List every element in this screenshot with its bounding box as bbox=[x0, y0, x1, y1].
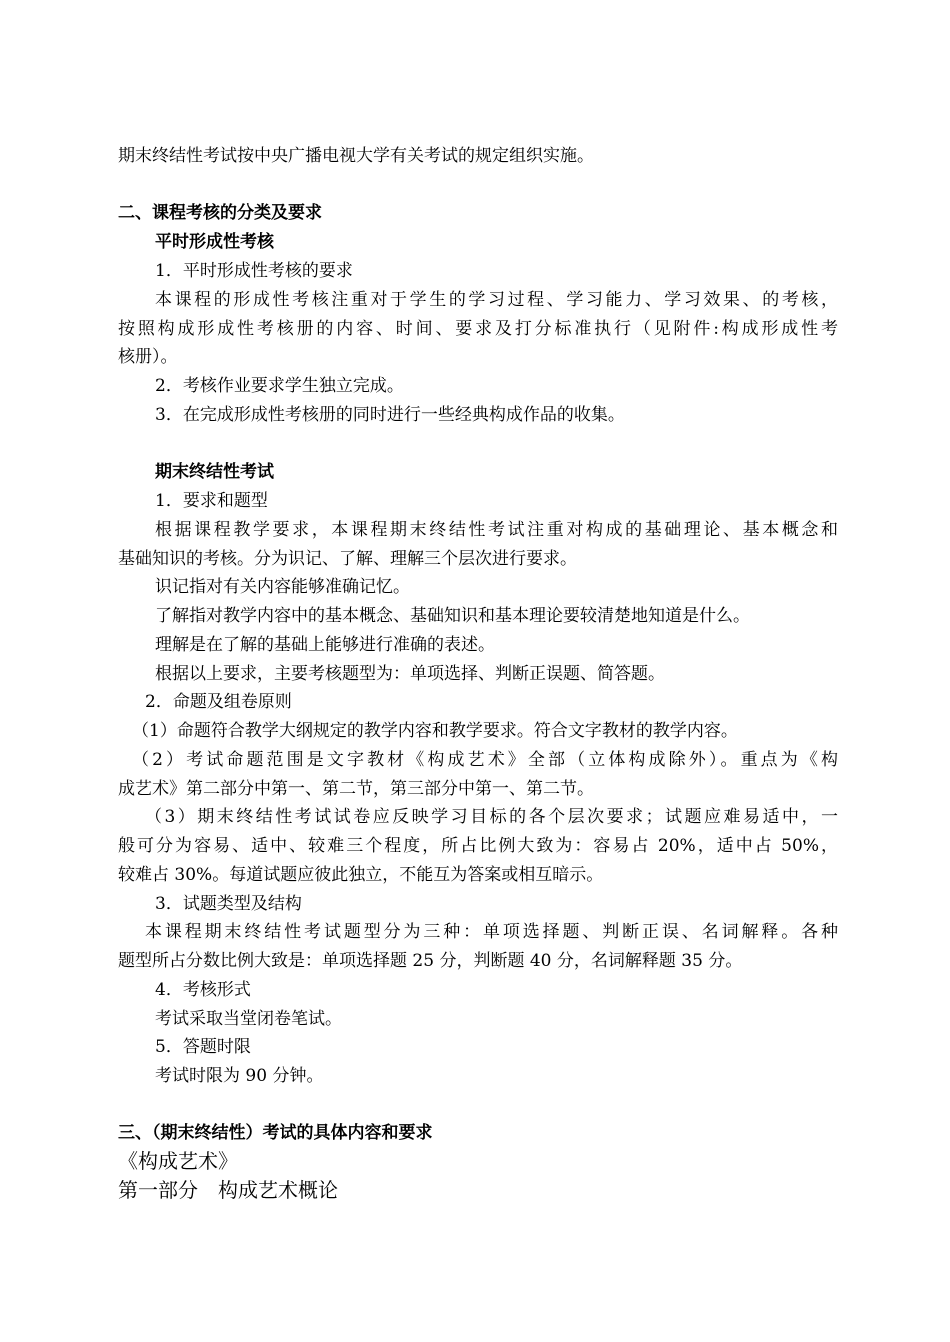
paragraph-line: 较难占 30%。每道试题应彼此独立，不能互为答案或相互暗示。 bbox=[118, 865, 604, 885]
paragraph-line: （2）考试命题范围是文字教材《构成艺术》全部（立体构成除外）。重点为《构 bbox=[132, 750, 838, 770]
paragraph-line: 成艺术》第二部分中第一、第二节，第三部分中第一、第二节。 bbox=[118, 779, 594, 799]
paragraph-line: 核册）。 bbox=[118, 347, 178, 367]
section-heading-2: 二、课程考核的分类及要求 bbox=[118, 203, 322, 223]
paragraph-line: 理解是在了解的基础上能够进行准确的表述。 bbox=[155, 635, 495, 655]
paragraph-line: 考试时限为 90 分钟。 bbox=[155, 1066, 324, 1086]
part-one-heading: 第一部分 构成艺术概论 bbox=[118, 1178, 338, 1202]
subheading-formative: 平时形成性考核 bbox=[155, 232, 274, 252]
item-time-limit: 5．答题时限 bbox=[155, 1037, 251, 1057]
paragraph-line: 基础知识的考核。分为识记、了解、理解三个层次进行要求。 bbox=[118, 549, 577, 569]
item-independent-work: 2．考核作业要求学生独立完成。 bbox=[155, 376, 404, 396]
paragraph-line: 般可分为容易、适中、较难三个程度，所占比例大致为：容易占 20%，适中占 50%， bbox=[118, 836, 838, 856]
paragraph-line: 识记指对有关内容能够准确记忆。 bbox=[155, 577, 410, 597]
paragraph-line: 按照构成形成性考核册的内容、时间、要求及打分标准执行（见附件:构成形成性考 bbox=[118, 319, 838, 339]
item-collect-works: 3．在完成形成性考核册的同时进行一些经典构成作品的收集。 bbox=[155, 405, 625, 425]
book-title: 《构成艺术》 bbox=[118, 1149, 238, 1173]
paragraph-line: （3）期末终结性考试试卷应反映学习目标的各个层次要求；试题应难易适中，一 bbox=[145, 807, 838, 827]
item-exam-form: 4．考核形式 bbox=[155, 980, 251, 1000]
paragraph-line: （1）命题符合教学大纲规定的教学内容和教学要求。符合文字教材的教学内容。 bbox=[132, 721, 738, 741]
item-formative-requirements: 1．平时形成性考核的要求 bbox=[155, 261, 353, 281]
paragraph-line: 题型所占分数比例大致是：单项选择题 25 分，判断题 40 分，名词解释题 35 分。 bbox=[118, 951, 743, 971]
paragraph-line: 根据课程教学要求，本课程期末终结性考试注重对构成的基础理论、基本概念和 bbox=[155, 520, 838, 540]
paragraph-line: 考试采取当堂闭卷笔试。 bbox=[155, 1009, 342, 1029]
item-principles: 2．命题及组卷原则 bbox=[145, 692, 292, 712]
paragraph-line: 本课程期末终结性考试题型分为三种：单项选择题、判断正误、名词解释。各种 bbox=[145, 922, 838, 942]
item-question-types: 3．试题类型及结构 bbox=[155, 894, 302, 914]
paragraph-line: 本课程的形成性考核注重对于学生的学习过程、学习能力、学习效果、的考核， bbox=[155, 290, 838, 310]
intro-paragraph: 期末终结性考试按中央广播电视大学有关考试的规定组织实施。 bbox=[118, 146, 594, 166]
item-requirements-types: 1．要求和题型 bbox=[155, 491, 268, 511]
paragraph-line: 了解指对教学内容中的基本概念、基础知识和基本理论要较清楚地知道是什么。 bbox=[155, 606, 750, 626]
subheading-final-exam: 期末终结性考试 bbox=[155, 462, 274, 482]
paragraph-line: 根据以上要求，主要考核题型为：单项选择、判断正误题、简答题。 bbox=[155, 664, 665, 684]
section-heading-3: 三、（期末终结性）考试的具体内容和要求 bbox=[118, 1123, 433, 1143]
